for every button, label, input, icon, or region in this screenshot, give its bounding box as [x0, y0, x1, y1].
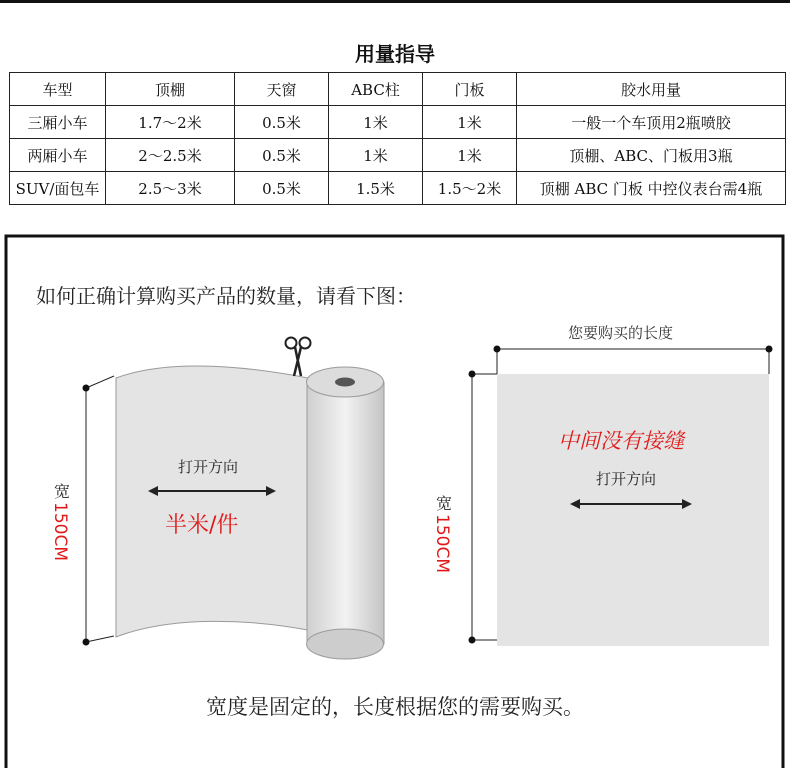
table-cell: 1米	[423, 106, 517, 139]
table-cell: 两厢小车	[10, 139, 106, 172]
table-cell: 三厢小车	[10, 106, 106, 139]
header-roof: 顶棚	[106, 73, 235, 106]
table-cell: 一般一个车顶用2瓶喷胶	[517, 106, 786, 139]
table-cell: 1米	[329, 139, 423, 172]
roll-width-word: 宽	[53, 482, 70, 501]
roll-width-label	[51, 484, 73, 561]
sheet-open-direction-label: 打开方向	[596, 470, 657, 488]
table-cell: 0.5米	[235, 172, 329, 205]
header-glue-amount: 胶水用量	[517, 73, 786, 106]
table-cell: 0.5米	[235, 106, 329, 139]
sheet-width-word: 宽	[435, 494, 452, 513]
table-cell: 1米	[329, 106, 423, 139]
table-cell: 1米	[423, 139, 517, 172]
no-seam-label: 中间没有接缝	[558, 429, 684, 453]
table-cell: 顶棚 ABC 门板 中控仪表台需4瓶	[517, 172, 786, 205]
table-cell: 2～2.5米	[106, 139, 235, 172]
footer-note: 宽度是固定的，长度根据您的需要购买。	[206, 695, 584, 719]
table-cell: 2.5～3米	[106, 172, 235, 205]
unrolled-fabric-sheet	[116, 366, 318, 637]
table-cell: 1.5米	[329, 172, 423, 205]
table-cell: 0.5米	[235, 139, 329, 172]
roll-width-value: 150CM	[50, 502, 70, 561]
header-car-type: 车型	[10, 73, 106, 106]
fabric-roll-icon	[307, 367, 385, 659]
sheet-width-label	[433, 496, 455, 573]
fabric-sheet	[497, 374, 769, 646]
sheet-width-value: 150CM	[432, 514, 452, 573]
header-sunroof: 天窗	[235, 73, 329, 106]
table-cell: 1.5～2米	[423, 172, 517, 205]
header-door-panel: 门板	[423, 73, 517, 106]
half-meter-per-piece-label: 半米/件	[165, 513, 239, 538]
diagram-heading: 如何正确计算购买产品的数量，请看下图：	[36, 284, 416, 308]
table-cell: 顶棚、ABC、门板用3瓶	[517, 139, 786, 172]
roll-open-direction-label: 打开方向	[178, 458, 239, 476]
table-cell: SUV/面包车	[10, 172, 106, 205]
table-cell: 1.7～2米	[106, 106, 235, 139]
length-label: 您要购买的长度	[568, 324, 674, 342]
header-abc-pillar: ABC柱	[329, 73, 423, 106]
usage-guide-title: 用量指导	[355, 42, 435, 66]
